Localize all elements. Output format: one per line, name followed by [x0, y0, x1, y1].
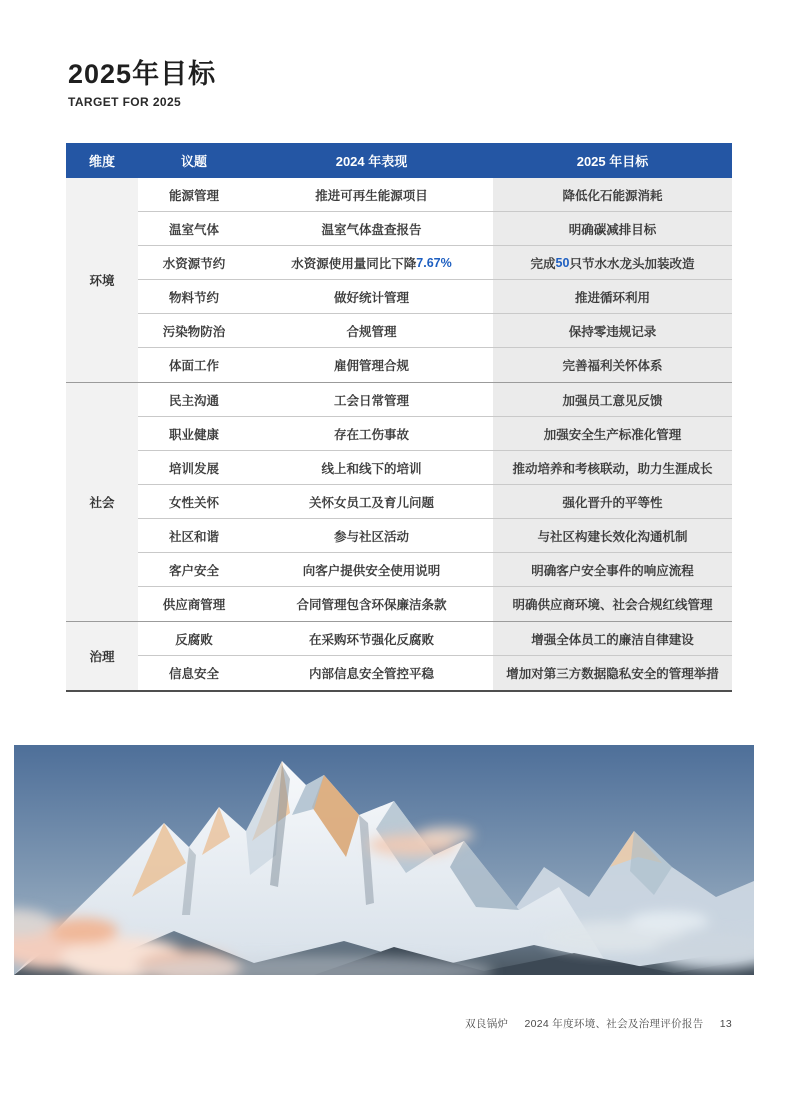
target-cell: 明确供应商环境、社会合规红线管理	[493, 587, 732, 621]
performance-cell: 向客户提供安全使用说明	[250, 553, 493, 587]
target-cell: 保持零违规记录	[493, 314, 732, 348]
topic-cell: 污染物防治	[138, 314, 250, 348]
target-text: 完成	[530, 256, 556, 271]
performance-cell	[250, 246, 493, 280]
topic-cell: 水资源节约	[138, 246, 250, 280]
esg-target-table	[66, 143, 732, 692]
target-cell: 降低化石能源消耗	[493, 178, 732, 212]
performance-cell: 参与社区活动	[250, 519, 493, 553]
table-section-governance	[66, 622, 732, 690]
performance-cell: 温室气体盘查报告	[250, 212, 493, 246]
topic-cell: 民主沟通	[138, 383, 250, 417]
topic-cell: 培训发展	[138, 451, 250, 485]
table-section-environment	[66, 178, 732, 383]
topic-cell: 供应商管理	[162, 598, 226, 612]
target-highlight-value: 50	[555, 255, 570, 270]
topic-cell: 社区和谐	[138, 519, 250, 553]
topic-cell: 反腐败	[138, 622, 250, 656]
target-cell: 明确客户安全事件的响应流程	[493, 553, 732, 587]
target-cell	[493, 246, 732, 280]
target-cell: 增强全体员工的廉洁自律建设	[493, 622, 732, 656]
target-cell: 与社区构建长效化沟通机制	[493, 519, 732, 553]
header-cell-2025-target: 2025 年目标	[576, 154, 649, 169]
dimension-cell: 环境	[66, 178, 138, 382]
header-cell-dimension: 维度	[88, 154, 115, 169]
target-cell: 强化晋升的平等性	[493, 485, 732, 519]
topic-cell: 物料节约	[138, 280, 250, 314]
topic-cell: 能源管理	[138, 178, 250, 212]
table-section-society	[66, 383, 732, 622]
footer-report-title: 2024 年度环境、社会及治理评价报告	[524, 1018, 704, 1030]
performance-text: 水资源使用量同比下降	[291, 256, 417, 271]
performance-cell: 线上和线下的培训	[250, 451, 493, 485]
target-text: 只节水水龙头加装改造	[569, 256, 695, 271]
target-cell: 推进循环利用	[493, 280, 732, 314]
topic-cell: 体面工作	[168, 359, 219, 373]
topic-cell: 女性关怀	[138, 485, 250, 519]
target-cell: 完善福利关怀体系	[493, 348, 732, 382]
target-cell: 加强安全生产标准化管理	[493, 417, 732, 451]
target-cell: 加强员工意见反馈	[493, 383, 732, 417]
footer-page-number: 13	[719, 1018, 732, 1030]
performance-cell: 雇佣管理合规	[333, 359, 409, 373]
table-header-row	[66, 143, 732, 178]
performance-cell: 合同管理包含环保廉洁条款	[296, 598, 447, 612]
target-cell: 增加对第三方数据隐私安全的管理举措	[493, 656, 732, 690]
topic-cell: 客户安全	[138, 553, 250, 587]
topic-cell: 温室气体	[138, 212, 250, 246]
topic-cell: 信息安全	[168, 667, 219, 681]
performance-cell: 做好统计管理	[250, 280, 493, 314]
performance-cell: 推进可再生能源项目	[250, 178, 493, 212]
header-cell-topic: 议题	[180, 154, 207, 169]
mountain-photo	[14, 745, 754, 975]
performance-cell: 合规管理	[250, 314, 493, 348]
dimension-cell: 治理	[66, 622, 138, 690]
target-cell: 明确碳减排目标	[493, 212, 732, 246]
topic-cell: 职业健康	[138, 417, 250, 451]
page-footer	[66, 1016, 732, 1031]
footer-company: 双良锅炉	[465, 1018, 509, 1030]
performance-highlight-value: 7.67%	[416, 255, 452, 270]
performance-cell: 在采购环节强化反腐败	[250, 622, 493, 656]
page-subtitle: TARGET FOR 2025	[68, 94, 182, 109]
dimension-cell: 社会	[66, 383, 138, 621]
performance-cell: 内部信息安全管控平稳	[308, 667, 434, 681]
performance-cell: 关怀女员工及育儿问题	[250, 485, 493, 519]
title-block	[68, 60, 216, 109]
header-cell-2024-performance: 2024 年表现	[335, 154, 408, 169]
performance-cell: 工会日常管理	[250, 383, 493, 417]
page-title: 2025年目标	[68, 59, 217, 89]
target-cell: 推动培养和考核联动，助力生涯成长	[493, 451, 732, 485]
performance-cell: 存在工伤事故	[250, 417, 493, 451]
